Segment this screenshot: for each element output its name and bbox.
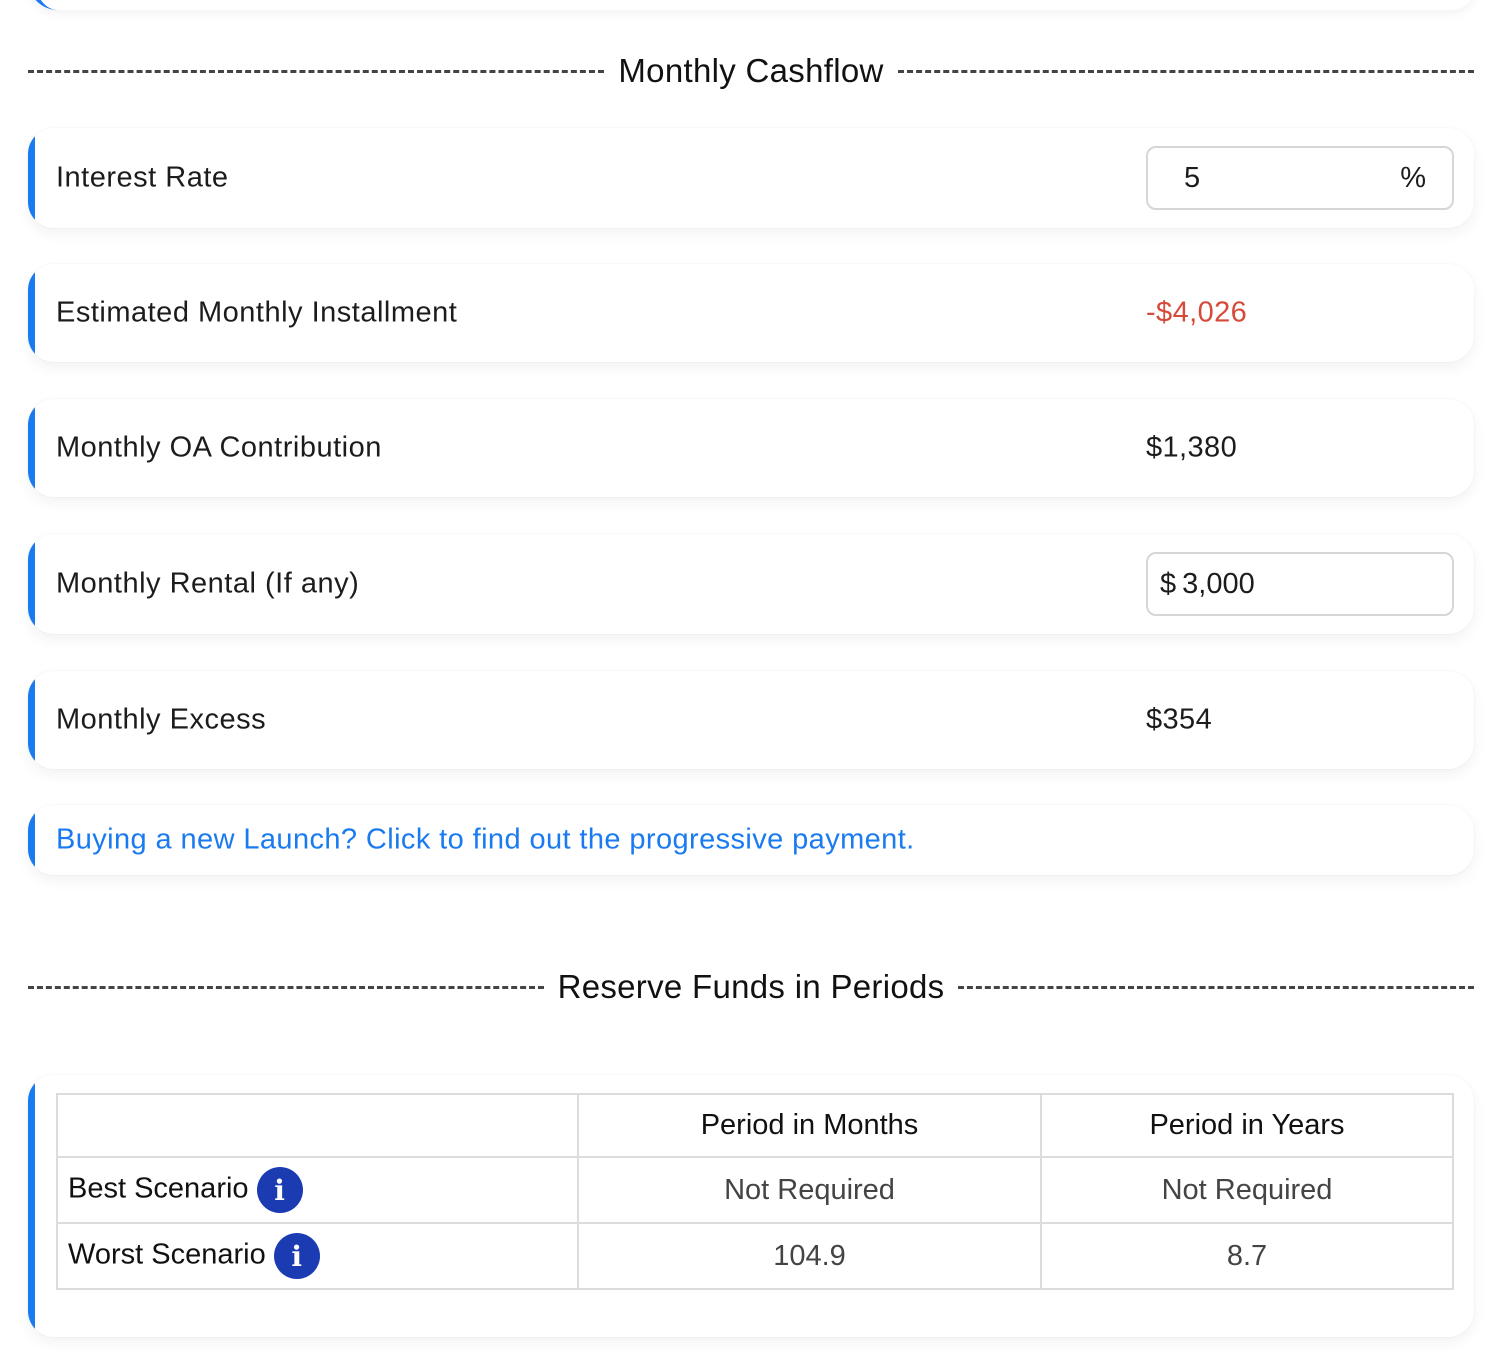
worst-months-cell: 104.9	[578, 1223, 1041, 1289]
interest-rate-input[interactable]	[1146, 146, 1454, 210]
interest-rate-row	[28, 128, 1474, 228]
excess-row	[28, 671, 1474, 769]
oa-contribution-label: Monthly OA Contribution	[56, 431, 382, 464]
installment-value: -$4,026	[1146, 296, 1248, 329]
oa-contribution-row	[28, 399, 1474, 497]
worst-scenario-label: Worst Scenario	[68, 1238, 266, 1271]
dashed-divider	[28, 70, 604, 73]
reserve-table-card	[28, 1075, 1474, 1337]
best-years-cell: Not Required	[1041, 1157, 1453, 1223]
oa-contribution-value: $1,380	[1146, 431, 1238, 464]
row-label-cell	[57, 1157, 578, 1223]
worst-years-cell: 8.7	[1041, 1223, 1453, 1289]
table-row	[57, 1157, 1453, 1223]
info-icon[interactable]: i	[274, 1233, 320, 1279]
previous-card	[28, 0, 1474, 10]
installment-label: Estimated Monthly Installment	[56, 296, 458, 329]
cashflow-section-heading	[28, 52, 1474, 90]
cashflow-title: Monthly Cashflow	[618, 52, 884, 89]
rental-label: Monthly Rental (If any)	[56, 567, 360, 600]
installment-row	[28, 264, 1474, 362]
reserve-section-heading	[28, 968, 1474, 1006]
reserve-table	[56, 1093, 1454, 1290]
column-header: Period in Years	[1041, 1094, 1453, 1157]
column-header	[57, 1094, 578, 1157]
new-launch-link[interactable]: Buying a new Launch? Click to find out the progressive payment.	[56, 823, 915, 856]
rental-row	[28, 534, 1474, 634]
percent-suffix: %	[1400, 161, 1426, 194]
table-header-row	[57, 1094, 1453, 1157]
excess-label: Monthly Excess	[56, 703, 267, 736]
rental-input[interactable]	[1146, 552, 1454, 616]
interest-rate-value: 5	[1184, 161, 1201, 194]
reserve-title: Reserve Funds in Periods	[557, 968, 945, 1005]
new-launch-row	[28, 805, 1474, 875]
best-scenario-label: Best Scenario	[68, 1172, 249, 1205]
column-header: Period in Months	[578, 1094, 1041, 1157]
excess-value: $354	[1146, 703, 1213, 736]
row-label-cell	[57, 1223, 578, 1289]
dollar-prefix: $	[1160, 567, 1177, 600]
rental-value: 3,000	[1182, 567, 1255, 600]
dashed-divider	[898, 70, 1474, 73]
interest-rate-label: Interest Rate	[56, 161, 229, 194]
best-months-cell: Not Required	[578, 1157, 1041, 1223]
info-icon[interactable]: i	[257, 1167, 303, 1213]
dashed-divider	[28, 986, 544, 989]
table-row	[57, 1223, 1453, 1289]
dashed-divider	[958, 986, 1474, 989]
